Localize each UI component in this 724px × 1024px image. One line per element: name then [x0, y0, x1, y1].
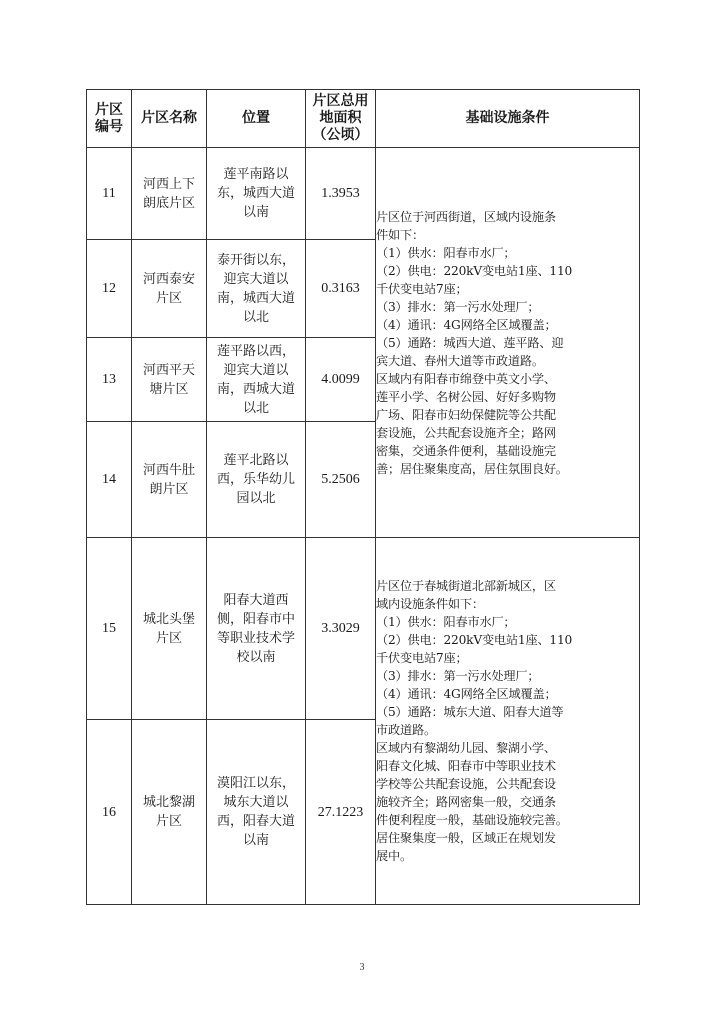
header-row — [87, 90, 640, 148]
infra-line: 莲平小学、名树公园、好好多购物 — [376, 389, 556, 404]
infra-line: 区域内有阳春市绵登中英文小学、 — [376, 371, 556, 386]
parcel-area: 3.3029 — [306, 538, 376, 720]
infra-line: （4）通讯：4G网络全区域覆盖； — [376, 317, 557, 332]
parcel-id: 12 — [87, 240, 132, 338]
infra-line: 宾大道、春州大道等市政道路。 — [376, 353, 544, 368]
parcel-id: 15 — [87, 538, 132, 720]
land-parcel-table — [86, 89, 640, 905]
parcel-location: 漠阳江以东，城东大道以西，阳春大道以南 — [207, 720, 306, 905]
parcel-id: 13 — [87, 338, 132, 422]
table-row — [87, 538, 640, 720]
infra-line: （2）供电：220kV变电站1座、110 — [376, 633, 573, 647]
infra-line: （1）供水：阳春市水厂； — [376, 245, 516, 260]
infra-line: 展中。 — [376, 849, 412, 863]
parcel-location: 泰开街以东，迎宾大道以南，城西大道以北 — [207, 240, 306, 338]
parcel-name: 河西平天塘片区 — [132, 338, 207, 422]
header-id: 片区编号 — [87, 90, 132, 148]
parcel-id: 16 — [87, 720, 132, 905]
parcel-location: 莲平路以西，迎宾大道以南，西城大道以北 — [207, 338, 306, 422]
parcel-id: 11 — [87, 148, 132, 240]
infra-line: 片区位于春城街道北部新城区，区 — [376, 579, 556, 593]
infra-conditions-group-2 — [376, 538, 640, 905]
infra-line: 套设施，公共配套设施齐全；路网 — [376, 425, 556, 440]
parcel-name: 河西泰安片区 — [132, 240, 207, 338]
header-area: 片区总用地面积（公顷） — [306, 90, 376, 148]
infra-line: 千伏变电站7座； — [376, 651, 468, 665]
infra-line: 学校等公共配套设施，公共配套设 — [376, 777, 556, 791]
infra-conditions-group-1 — [376, 148, 640, 538]
infra-line: 市政道路。 — [376, 723, 436, 737]
parcel-area: 1.3953 — [306, 148, 376, 240]
infra-line: （5）通路：城东大道、阳春大道等 — [376, 705, 564, 719]
header-location: 位置 — [207, 90, 306, 148]
infra-line: 件便利程度一般，基础设施较完善。 — [376, 813, 568, 827]
parcel-name: 河西上下朗底片区 — [132, 148, 207, 240]
infra-line: （4）通讯：4G网络全区域覆盖； — [376, 687, 557, 701]
header-infra: 基础设施条件 — [376, 90, 640, 148]
infra-line: （2）供电：220kV变电站1座、110 — [376, 263, 573, 278]
header-name: 片区名称 — [132, 90, 207, 148]
infra-line: （3）排水：第一污水处理厂； — [376, 299, 540, 314]
infra-line: 域内设施条件如下： — [376, 597, 484, 611]
infra-line: 广场、阳春市妇幼保健院等公共配 — [376, 407, 556, 422]
table-row — [87, 148, 640, 240]
parcel-name: 河西牛肚朗片区 — [132, 422, 207, 538]
infra-line: 施较齐全；路网密集一般，交通条 — [376, 795, 556, 809]
parcel-location: 莲平北路以西，乐华幼儿园以北 — [207, 422, 306, 538]
parcel-area: 4.0099 — [306, 338, 376, 422]
infra-line: （5）通路：城西大道、莲平路、迎 — [376, 335, 564, 350]
infra-line: 千伏变电站7座； — [376, 281, 468, 296]
infra-line: 居住聚集度一般，区域正在规划发 — [376, 831, 556, 845]
parcel-area: 27.1223 — [306, 720, 376, 905]
infra-line: （1）供水：阳春市水厂； — [376, 615, 516, 629]
parcel-location: 阳春大道西侧，阳春市中等职业技术学校以南 — [207, 538, 306, 720]
parcel-name: 城北黎湖片区 — [132, 720, 207, 905]
parcel-name: 城北头堡片区 — [132, 538, 207, 720]
infra-line: 件如下： — [376, 227, 424, 242]
parcel-location: 莲平南路以东，城西大道以南 — [207, 148, 306, 240]
parcel-area: 0.3163 — [306, 240, 376, 338]
parcel-area: 5.2506 — [306, 422, 376, 538]
infra-line: 善；居住聚集度高，居住氛围良好。 — [376, 461, 568, 476]
infra-line: （3）排水：第一污水处理厂； — [376, 669, 540, 683]
infra-line: 区域内有黎湖幼儿园、黎湖小学、 — [376, 741, 556, 755]
page-number: 3 — [359, 962, 365, 973]
parcel-id: 14 — [87, 422, 132, 538]
infra-line: 片区位于河西街道，区域内设施条 — [376, 209, 556, 224]
infra-line: 密集，交通条件便利，基础设施完 — [376, 443, 556, 458]
infra-line: 阳春文化城、阳春市中等职业技术 — [376, 759, 556, 773]
